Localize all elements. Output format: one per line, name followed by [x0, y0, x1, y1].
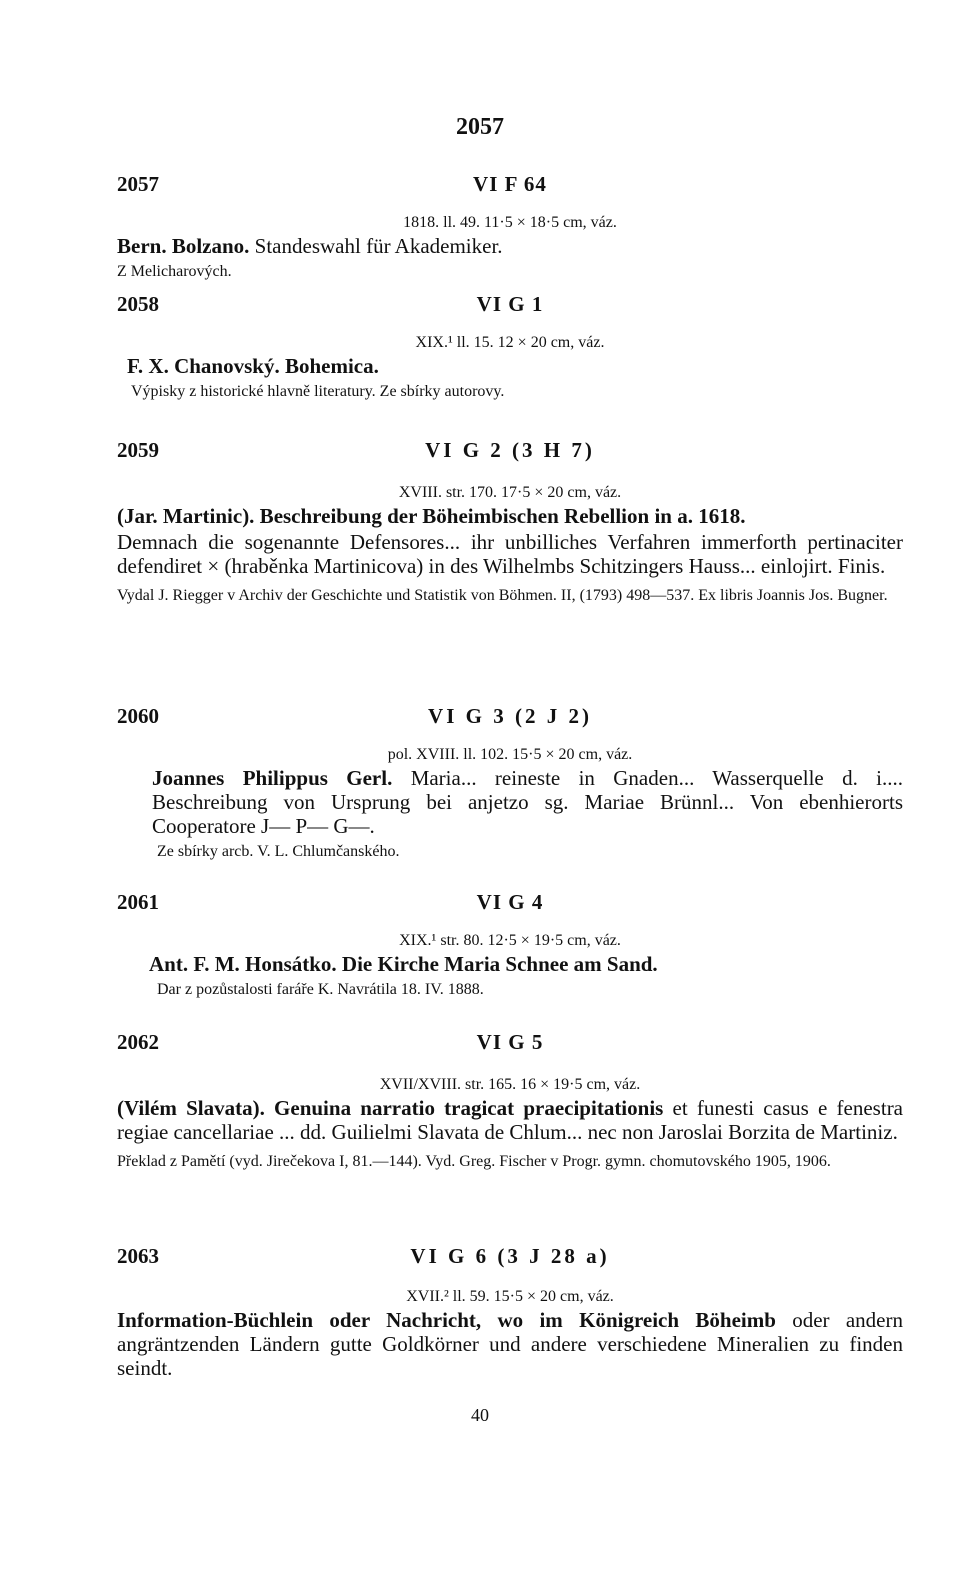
entry-title-text: Die Kirche Maria Schnee am Sand.: [336, 952, 658, 976]
entry-number: 2057: [117, 172, 159, 196]
entry-header: [117, 1244, 903, 1274]
entry-signature: VI F 64: [473, 172, 547, 196]
catalog-entry-2057: [117, 172, 903, 283]
entry-title-text: et funesti casus e fenestra regiae cancellariae ... dd. Guilielmi Slavata de Chlum... nec non Jaroslai Borzita de Martiniz.: [117, 1096, 904, 1144]
entry-header: [117, 292, 903, 322]
entry-title: [117, 766, 903, 838]
catalog-entry-2058: [117, 292, 903, 403]
catalog-entry-2063: [117, 1244, 903, 1380]
entry-title-text: Maria... reineste in Gnaden... Wasserquelle d. i.... Beschreibung von Ursprung bei anjetzo sg. Mariae Brünnl... Von ebenhierorts Cooperatore J— P— G—.: [152, 766, 904, 838]
entry-author: Information-Büchlein oder Nachricht, wo im Königreich Böheimb: [117, 1308, 776, 1332]
entry-note: Výpisky z historické hlavně literatury. Ze sbírky autorovy.: [131, 383, 505, 400]
catalog-entry-2061: [117, 890, 903, 1001]
physical-description: XVII/XVIII. str. 165. 16 × 19·5 cm, váz.: [379, 1076, 641, 1093]
entry-title-text: oder andern angräntzenden Ländern gutte Goldkörner und andere verschiedene Mineralien zu finden seindt.: [117, 1308, 903, 1380]
entry-signature: VI G 4: [476, 890, 544, 914]
page-number: 40: [471, 1405, 489, 1425]
physical-description: pol. XVIII. ll. 102. 15·5 × 20 cm, váz.: [387, 746, 633, 763]
entry-signature: VI G 3 (2 J 2): [428, 704, 592, 728]
catalog-entry-2060: [117, 704, 903, 863]
physical-description: XIX.¹ str. 80. 12·5 × 19·5 cm, váz.: [399, 932, 621, 949]
entry-note: Vydal J. Riegger v Archiv der Geschichte und Statistik von Böhmen. II, (1793) 498—537. Ex libris Joannis Jos. Bugner.: [117, 587, 888, 604]
running-head: 2057: [456, 114, 504, 140]
physical-description: 1818. ll. 49. 11·5 × 18·5 cm, váz.: [403, 214, 617, 231]
entry-number: 2061: [117, 890, 159, 914]
entry-header: [117, 704, 903, 734]
entry-number: 2059: [117, 438, 159, 462]
physical-description: XVIII. str. 170. 17·5 × 20 cm, váz.: [398, 484, 622, 501]
entry-title: [117, 354, 903, 378]
entry-number: 2063: [117, 1244, 159, 1268]
entry-signature: VI G 1: [476, 292, 544, 316]
entry-note: Dar z pozůstalosti faráře K. Navrátila 18. IV. 1888.: [157, 981, 484, 998]
entry-author: Ant. F. M. Honsátko.: [149, 952, 337, 976]
entry-author: F. X. Chanovský.: [127, 354, 280, 378]
entry-title: [117, 1308, 903, 1380]
physical-description: XVII.² ll. 59. 15·5 × 20 cm, váz.: [406, 1288, 614, 1305]
entry-title-text: Bohemica.: [279, 354, 379, 378]
entry-title: [117, 234, 903, 258]
entry-author: Joannes Philippus Gerl.: [152, 766, 393, 790]
entry-title: [117, 1096, 903, 1144]
entry-incipit: Demnach die sogenannte Defensores... ihr unbilliches Verfahren immerforth pertinaciter defendiret × (hraběnka Martinicova) in des Wilhelmbs Schitzingers Hauss... einlojirt. Finis.: [117, 530, 903, 578]
entry-title: [117, 504, 903, 528]
catalog-entry-2059: [117, 438, 903, 607]
entry-signature: VI G 6 (3 J 28 a): [410, 1244, 610, 1268]
entry-note: Ze sbírky arcb. V. L. Chlumčanského.: [157, 843, 400, 860]
entry-note: Z Melicharových.: [117, 263, 232, 280]
entry-signature: VI G 2 (3 H 7): [425, 438, 595, 462]
entry-title-text: Standeswahl für Akademiker.: [249, 234, 503, 258]
entry-header: [117, 1030, 903, 1060]
entry-author: (Vilém Slavata). Genuina narratio tragicat praecipitationis: [117, 1096, 664, 1120]
physical-description: XIX.¹ ll. 15. 12 × 20 cm, váz.: [415, 334, 605, 351]
entry-signature: VI G 5: [476, 1030, 544, 1054]
entry-header: [117, 172, 903, 202]
entry-header: [117, 438, 903, 468]
entry-note: Překlad z Pamětí (vyd. Jirečekova I, 81.—144). Vyd. Greg. Fischer v Progr. gymn. chomutovského 1905, 1906.: [117, 1153, 831, 1170]
entry-number: 2060: [117, 704, 159, 728]
entry-author: Bern. Bolzano.: [117, 234, 250, 258]
entry-author: (Jar. Martinic). Beschreibung der Böheimbischen Rebellion in a. 1618.: [117, 504, 746, 528]
entry-number: 2062: [117, 1030, 159, 1054]
catalog-entry-2062: [117, 1030, 903, 1173]
entry-header: [117, 890, 903, 920]
entry-number: 2058: [117, 292, 159, 316]
entry-title: [117, 952, 903, 976]
